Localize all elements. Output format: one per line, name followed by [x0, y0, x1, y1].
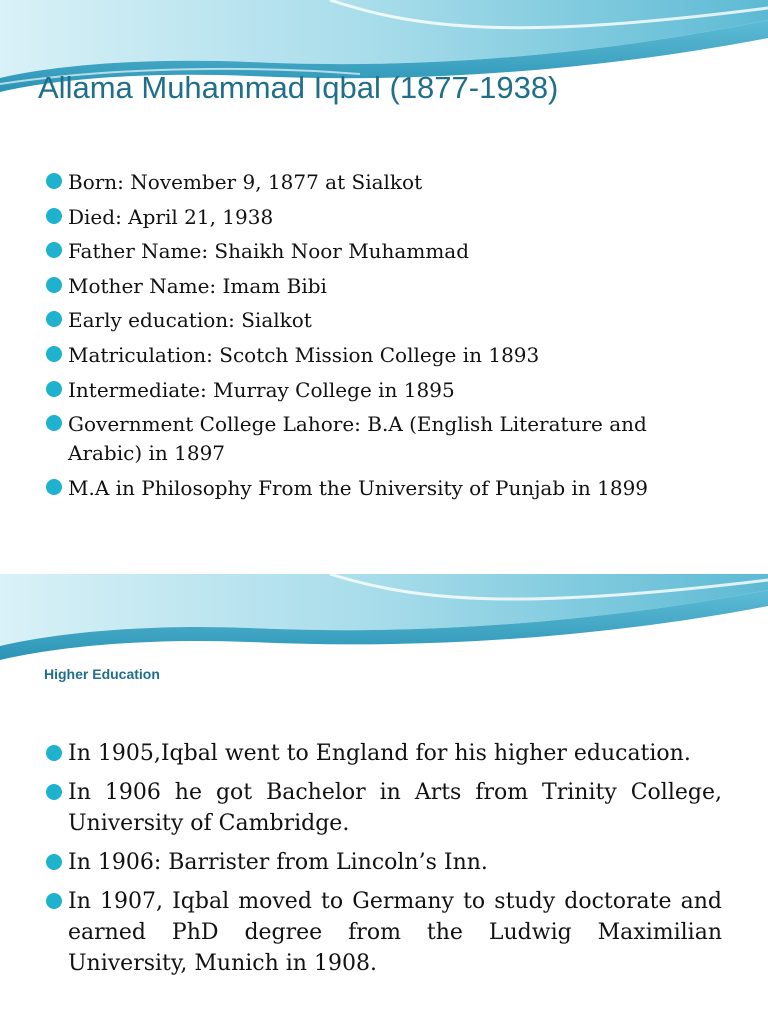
header-wave-graphic — [0, 560, 768, 670]
list-item-text: Mother Name: Imam Bibi — [68, 273, 327, 298]
bullet-icon — [46, 346, 62, 362]
list-item — [46, 847, 722, 878]
list-item-text: Father Name: Shaikh Noor Muhammad — [68, 239, 470, 264]
bullet-icon — [46, 277, 62, 293]
section-heading: Higher Education — [44, 666, 160, 682]
list-item-text: In 1906: Barrister from Lincoln’s Inn. — [68, 850, 488, 875]
list-item — [46, 306, 726, 335]
list-item — [46, 410, 726, 468]
biography-list — [46, 168, 726, 508]
bullet-icon — [46, 893, 62, 909]
list-item — [46, 341, 726, 370]
bullet-icon — [46, 784, 62, 800]
list-item-text: M.A in Philosophy From the University of Punjab in 1899 — [68, 475, 649, 500]
list-item — [46, 738, 722, 769]
higher-education-list — [46, 738, 722, 987]
list-item — [46, 474, 726, 503]
list-item — [46, 886, 722, 979]
list-item-text: Matriculation: Scotch Mission College in 1893 — [68, 342, 540, 367]
list-item-text: In 1905,Iqbal went to England for his higher education. — [68, 741, 691, 766]
list-item-text: In 1907, Iqbal moved to Germany to study doctorate and earned PhD degree from the Ludwig Maximilian University, Munich in 1908. — [68, 889, 722, 976]
list-item-text: Intermediate: Murray College in 1895 — [68, 377, 455, 402]
bullet-icon — [46, 311, 62, 327]
list-item-text: Early education: Sialkot — [68, 308, 312, 333]
bullet-icon — [46, 415, 62, 431]
list-item — [46, 376, 726, 405]
bullet-icon — [46, 242, 62, 258]
list-item — [46, 237, 726, 266]
list-item-text: Government College Lahore: B.A (English Literature and Arabic) in 1897 — [68, 412, 647, 466]
bullet-icon — [46, 173, 62, 189]
list-item — [46, 272, 726, 301]
bullet-icon — [46, 381, 62, 397]
list-item — [46, 203, 726, 232]
bullet-icon — [46, 854, 62, 870]
list-item — [46, 777, 722, 839]
bullet-icon — [46, 745, 62, 761]
slide-higher-education — [0, 560, 768, 1024]
bullet-icon — [46, 208, 62, 224]
bullet-icon — [46, 479, 62, 495]
list-item — [46, 168, 726, 197]
slide-title: Allama Muhammad Iqbal (1877-1938) — [38, 70, 559, 105]
list-item-text: Died: April 21, 1938 — [68, 204, 274, 229]
list-item-text: In 1906 he got Bachelor in Arts from Trinity College, University of Cambridge. — [68, 780, 722, 836]
list-item-text: Born: November 9, 1877 at Sialkot — [68, 170, 423, 194]
